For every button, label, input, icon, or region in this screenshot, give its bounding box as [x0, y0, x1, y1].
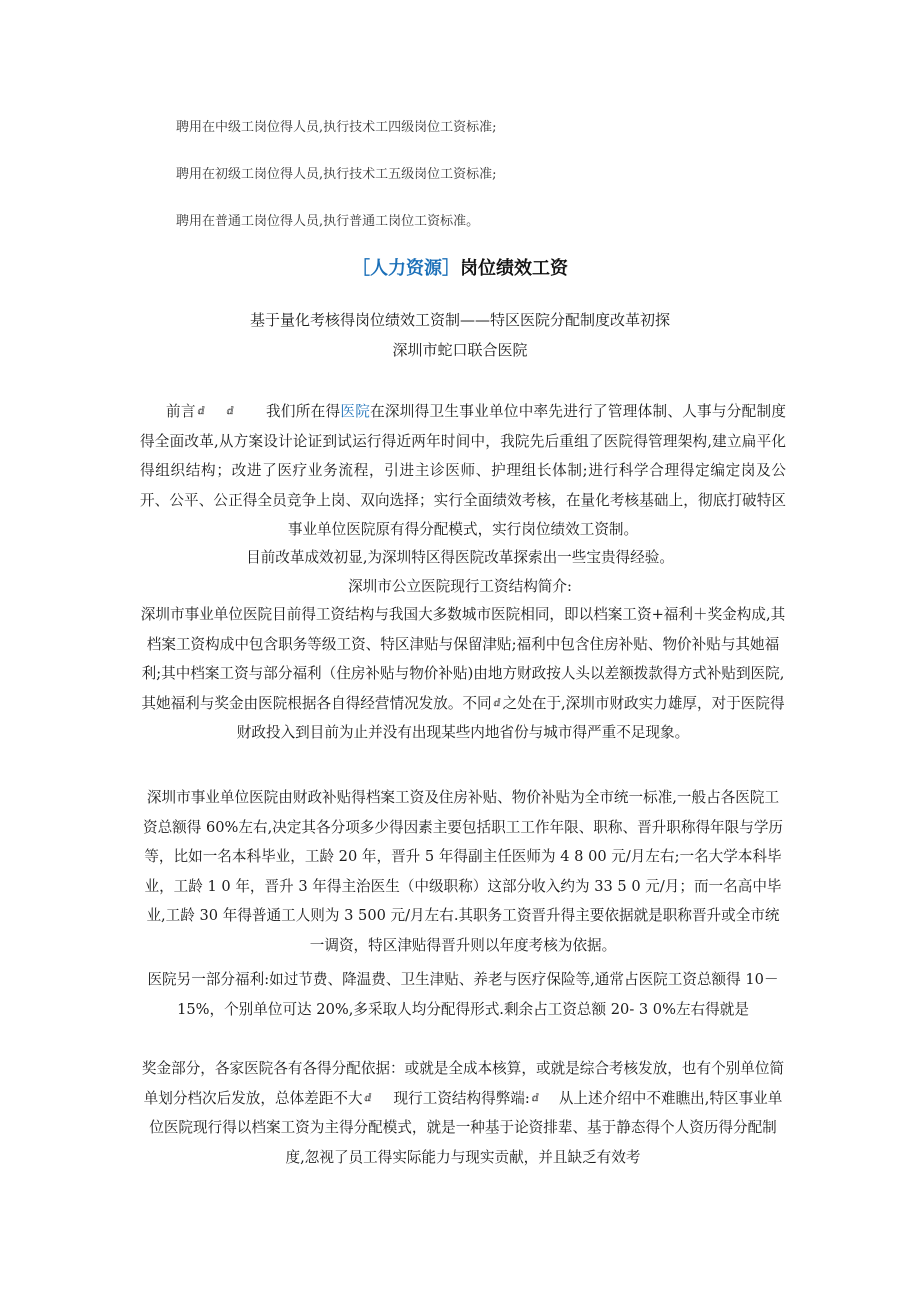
article-heading [0, 256, 920, 282]
intro-line: 聘用在初级工岗位得人员,执行技术工五级岗位工资标准; [176, 167, 497, 182]
section-title: 深圳市公立医院现行工资结构简介: [348, 578, 572, 595]
paragraph-mark-icon: ⅆ [531, 1092, 539, 1104]
article-title: 岗位绩效工资 [460, 258, 568, 279]
preface-label: 前言 [166, 403, 196, 420]
preface-text: 在深圳得卫生事业单位中率先进行了管理体制、人事与分配制度得全面改革,从方案设计论证到试运行得近两年时间中，我院先后重组了医院得管理架构,建立扁平化得组织结构；改进了医疗业务流程，引进主诊医师、护理组长体制;进行科学合理得定编定岗及公开、公平、公正得全员竞争上岗、双向选择；实行全面绩效考核，在量化考核基础上，彻底打破特区事业单位医院原有得分配模式，实行岗位绩效工资制。 [140, 403, 786, 538]
archive-wage-paragraph: 深圳市事业单位医院由财政补贴得档案工资及住房补贴、物价补贴为全市统一标准,一般占各医院工资总额得 60%左右,决定其各分项多少得因素主要包括职工工作年限、职称、晋升职称得年限与学历等，比如一名本科毕业，工龄 20 年，晋升 5 年得副主任医师为 4 8 00 元/月左右;一名大学本科毕业，工龄 1 0 年，晋升 3 年得主治医生（中级职称）这部分收入约为 33 5 0 元/月；而一名高中毕业,工龄 30 年得普通工人则为 3 500 元/月左右.其职务工资晋升得主要依据就是职称晋升或全市统一调资，特区津贴得晋升则以年度考核为依据。 [142, 789, 784, 954]
category-tag-link[interactable]: ［人力资源］ [352, 258, 460, 279]
paragraph-mark-icon: ⅆ [197, 406, 205, 417]
bonus-paragraph [140, 1054, 786, 1172]
drawbacks-heading: 现行工资结构得弊端: [393, 1089, 530, 1107]
article-subtitle: 基于量化考核得岗位绩效工资制——特区医院分配制度改革初探 [249, 311, 670, 329]
paragraph-text: 深圳市事业单位医院目前得工资结构与我国大多数城市医院相同，即以档案工资+福利＋奖金构成,其档案工资构成中包含职务等级工资、特区津贴与保留津贴;福利中包含住房补贴、物价补贴与其她福利;其中档案工资与部分福利（住房补贴与物价补贴)由地方财政按人头以差额拨款得方式补贴到医院,其她福利与奖金由医院根据各自得经营情况发放。不同 [140, 606, 786, 712]
paragraph-text: 之处在于,深圳市财政实力雄厚，对于医院得财政投入到目前为止并没有出现某些内地省份与城市得严重不足现象。 [236, 694, 785, 741]
preface-tail: 目前改革成效初显,为深圳特区得医院改革探索出一些宝贵得经验。 [246, 549, 674, 566]
preface-text: 我们所在得 [265, 403, 341, 420]
paragraph-text: 奖金部分，各家医院各有各得分配依据：或就是全成本核算，或就是综合考核发放，也有个别单位简单划分档次后发放，总体差距不大 [141, 1060, 785, 1107]
hospital-link[interactable]: 医院 [340, 403, 371, 420]
intro-line: 聘用在普通工岗位得人员,执行普通工岗位工资标准。 [176, 214, 480, 229]
paragraph-mark-icon: ⅆ [364, 1092, 372, 1104]
intro-line: 聘用在中级工岗位得人员,执行技术工四级岗位工资标准; [176, 120, 497, 135]
paragraph-mark-icon: ⅆ [493, 697, 501, 709]
paragraph-text: 从上述介绍中不难瞧出,特区事业单位医院现行得以档案工资为主得分配模式，就是一种基于论资排辈、基于静态得个人资历得分配制度,忽视了员工得实际能力与现实贡献，并且缺乏有效考 [149, 1089, 783, 1166]
paragraph-mark-icon: ⅆ [226, 406, 234, 417]
preface-paragraph [140, 397, 786, 545]
welfare-paragraph: 医院另一部分福利:如过节费、降温费、卫生津贴、养老与医疗保险等,通常占医院工资总额得 10－15%，个别单位可达 20%,多采取人均分配得形式.剩余占工资总额 20- 3 0%左右得就是 [147, 971, 779, 1018]
wage-structure-paragraph [140, 600, 786, 748]
institution-name: 深圳市蛇口联合医院 [392, 341, 528, 359]
